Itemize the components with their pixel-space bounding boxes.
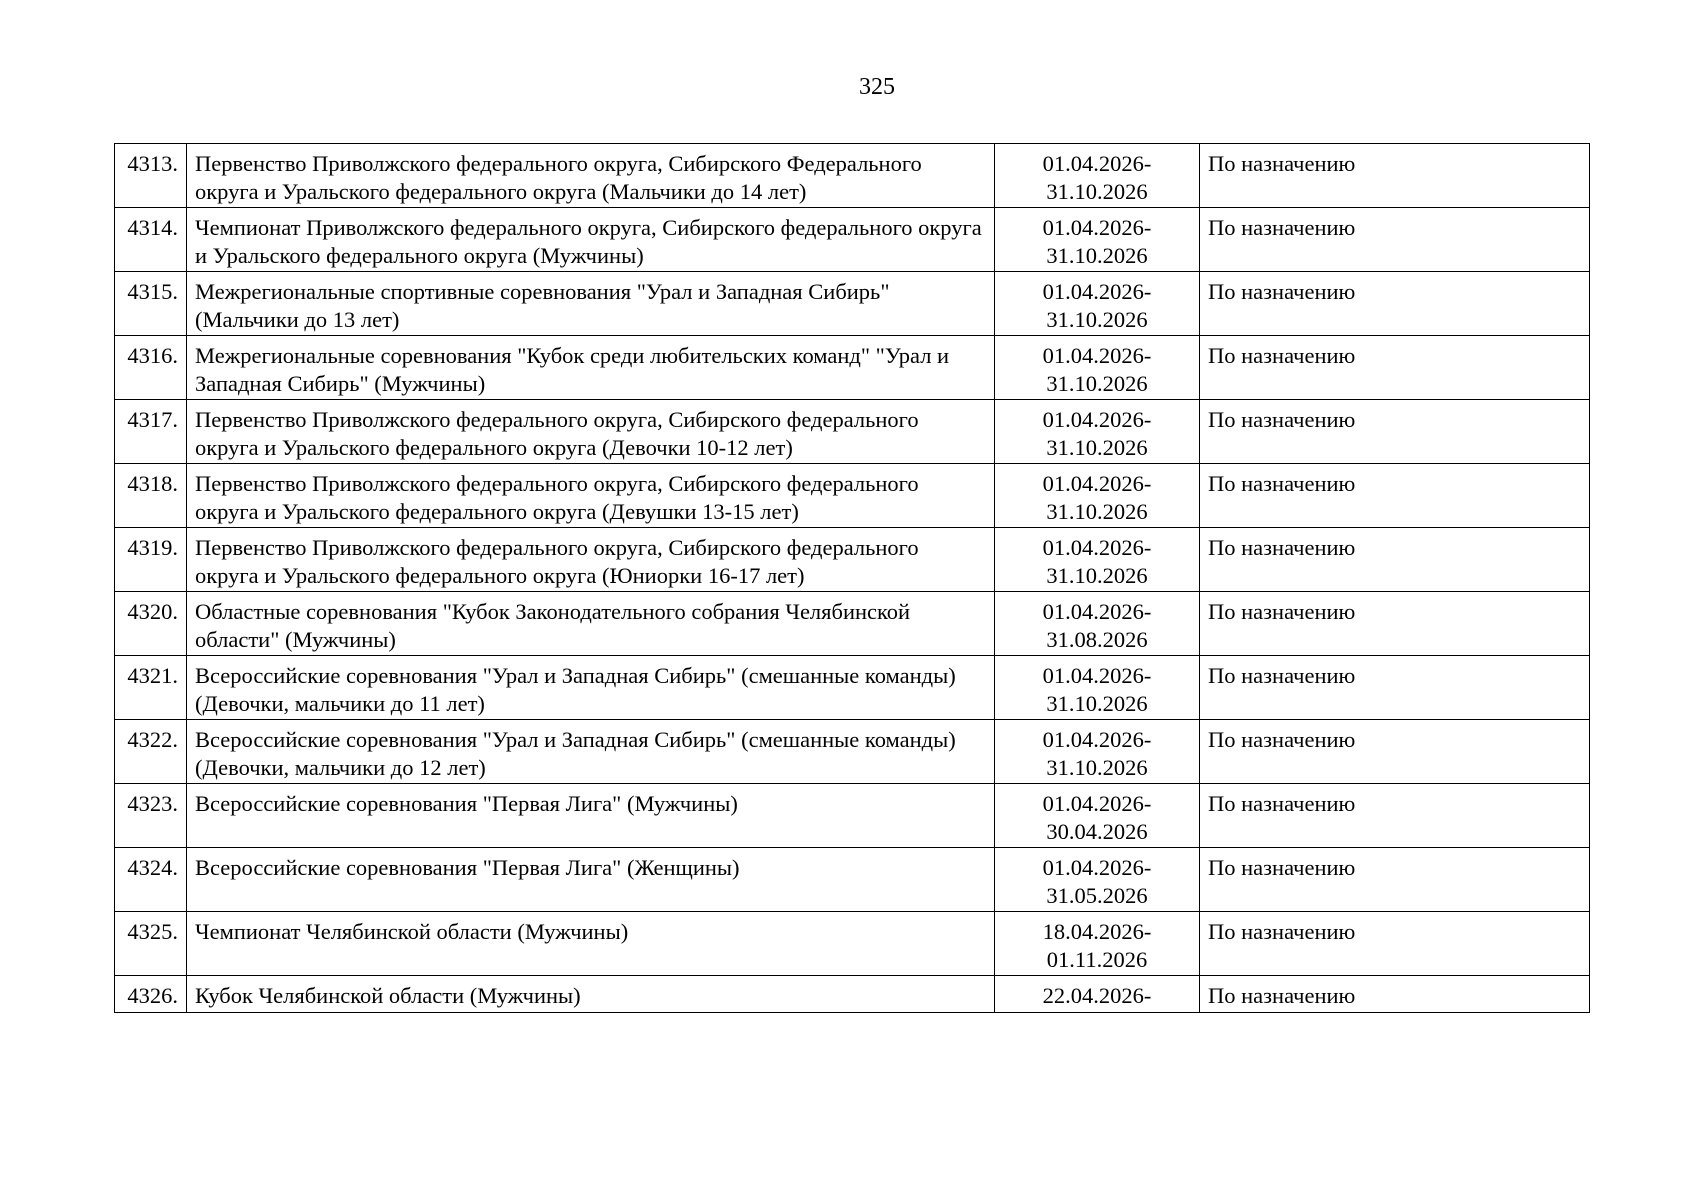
table-row	[115, 144, 1590, 208]
event-name: Чемпионат Приволжского федерального округа, Сибирского федерального округа и Уральского федерального округа (Мужчины)	[187, 208, 995, 272]
event-dates: 01.04.2026- 31.08.2026	[995, 592, 1200, 656]
event-place: По назначению	[1200, 336, 1590, 400]
event-name: Всероссийские соревнования "Первая Лига" (Мужчины)	[187, 784, 995, 848]
event-name: Первенство Приволжского федерального округа, Сибирского федерального округа и Уральского федерального округа (Девочки 10-12 лет)	[187, 400, 995, 464]
event-name: Областные соревнования "Кубок Законодательного собрания Челябинской области" (Мужчины)	[187, 592, 995, 656]
row-number: 4318.	[115, 464, 187, 528]
row-number: 4321.	[115, 656, 187, 720]
event-place: По назначению	[1200, 912, 1590, 976]
page-number: 325	[859, 74, 895, 100]
event-dates: 01.04.2026- 31.10.2026	[995, 272, 1200, 336]
row-number: 4314.	[115, 208, 187, 272]
event-place: По назначению	[1200, 784, 1590, 848]
event-dates: 01.04.2026- 31.10.2026	[995, 336, 1200, 400]
event-dates: 01.04.2026- 31.10.2026	[995, 656, 1200, 720]
event-place: По назначению	[1200, 400, 1590, 464]
event-dates: 01.04.2026- 31.10.2026	[995, 144, 1200, 208]
row-number: 4315.	[115, 272, 187, 336]
event-dates: 01.04.2026- 31.10.2026	[995, 208, 1200, 272]
event-place: По назначению	[1200, 720, 1590, 784]
event-dates: 01.04.2026- 31.10.2026	[995, 528, 1200, 592]
table-row	[115, 976, 1590, 1013]
event-name: Первенство Приволжского федерального округа, Сибирского федерального округа и Уральского федерального округа (Юниорки 16-17 лет)	[187, 528, 995, 592]
event-name: Всероссийские соревнования "Урал и Западная Сибирь" (смешанные команды) (Девочки, мальчики до 12 лет)	[187, 720, 995, 784]
event-name: Первенство Приволжского федерального округа, Сибирского Федерального округа и Уральского федерального округа (Мальчики до 14 лет)	[187, 144, 995, 208]
table-row	[115, 464, 1590, 528]
row-number: 4326.	[115, 976, 187, 1013]
event-dates: 22.04.2026-	[995, 976, 1200, 1013]
row-number: 4325.	[115, 912, 187, 976]
table-row	[115, 528, 1590, 592]
event-place: По назначению	[1200, 272, 1590, 336]
table-row	[115, 400, 1590, 464]
events-table	[114, 143, 1590, 1013]
row-number: 4319.	[115, 528, 187, 592]
event-dates: 01.04.2026- 31.10.2026	[995, 464, 1200, 528]
table-row	[115, 272, 1590, 336]
event-place: По назначению	[1200, 208, 1590, 272]
row-number: 4322.	[115, 720, 187, 784]
event-dates: 01.04.2026- 30.04.2026	[995, 784, 1200, 848]
event-name: Межрегиональные спортивные соревнования "Урал и Западная Сибирь" (Мальчики до 13 лет)	[187, 272, 995, 336]
event-name: Первенство Приволжского федерального округа, Сибирского федерального округа и Уральского федерального округа (Девушки 13-15 лет)	[187, 464, 995, 528]
row-number: 4324.	[115, 848, 187, 912]
row-number: 4317.	[115, 400, 187, 464]
row-number: 4313.	[115, 144, 187, 208]
row-number: 4323.	[115, 784, 187, 848]
table-row	[115, 848, 1590, 912]
event-dates: 18.04.2026- 01.11.2026	[995, 912, 1200, 976]
table-row	[115, 592, 1590, 656]
event-dates: 01.04.2026- 31.10.2026	[995, 400, 1200, 464]
event-place: По назначению	[1200, 976, 1590, 1013]
event-place: По назначению	[1200, 464, 1590, 528]
event-name: Всероссийские соревнования "Первая Лига" (Женщины)	[187, 848, 995, 912]
event-place: По назначению	[1200, 144, 1590, 208]
event-place: По назначению	[1200, 848, 1590, 912]
events-table-body	[115, 144, 1590, 1013]
table-row	[115, 336, 1590, 400]
event-place: По назначению	[1200, 656, 1590, 720]
row-number: 4320.	[115, 592, 187, 656]
table-row	[115, 784, 1590, 848]
event-name: Чемпионат Челябинской области (Мужчины)	[187, 912, 995, 976]
row-number: 4316.	[115, 336, 187, 400]
table-row	[115, 720, 1590, 784]
event-name: Кубок Челябинской области (Мужчины)	[187, 976, 995, 1013]
event-name: Межрегиональные соревнования "Кубок среди любительских команд" "Урал и Западная Сибирь" (Мужчины)	[187, 336, 995, 400]
event-place: По назначению	[1200, 528, 1590, 592]
event-name: Всероссийские соревнования "Урал и Западная Сибирь" (смешанные команды) (Девочки, мальчики до 11 лет)	[187, 656, 995, 720]
event-dates: 01.04.2026- 31.05.2026	[995, 848, 1200, 912]
event-place: По назначению	[1200, 592, 1590, 656]
table-row	[115, 656, 1590, 720]
event-dates: 01.04.2026- 31.10.2026	[995, 720, 1200, 784]
table-row	[115, 912, 1590, 976]
table-row	[115, 208, 1590, 272]
